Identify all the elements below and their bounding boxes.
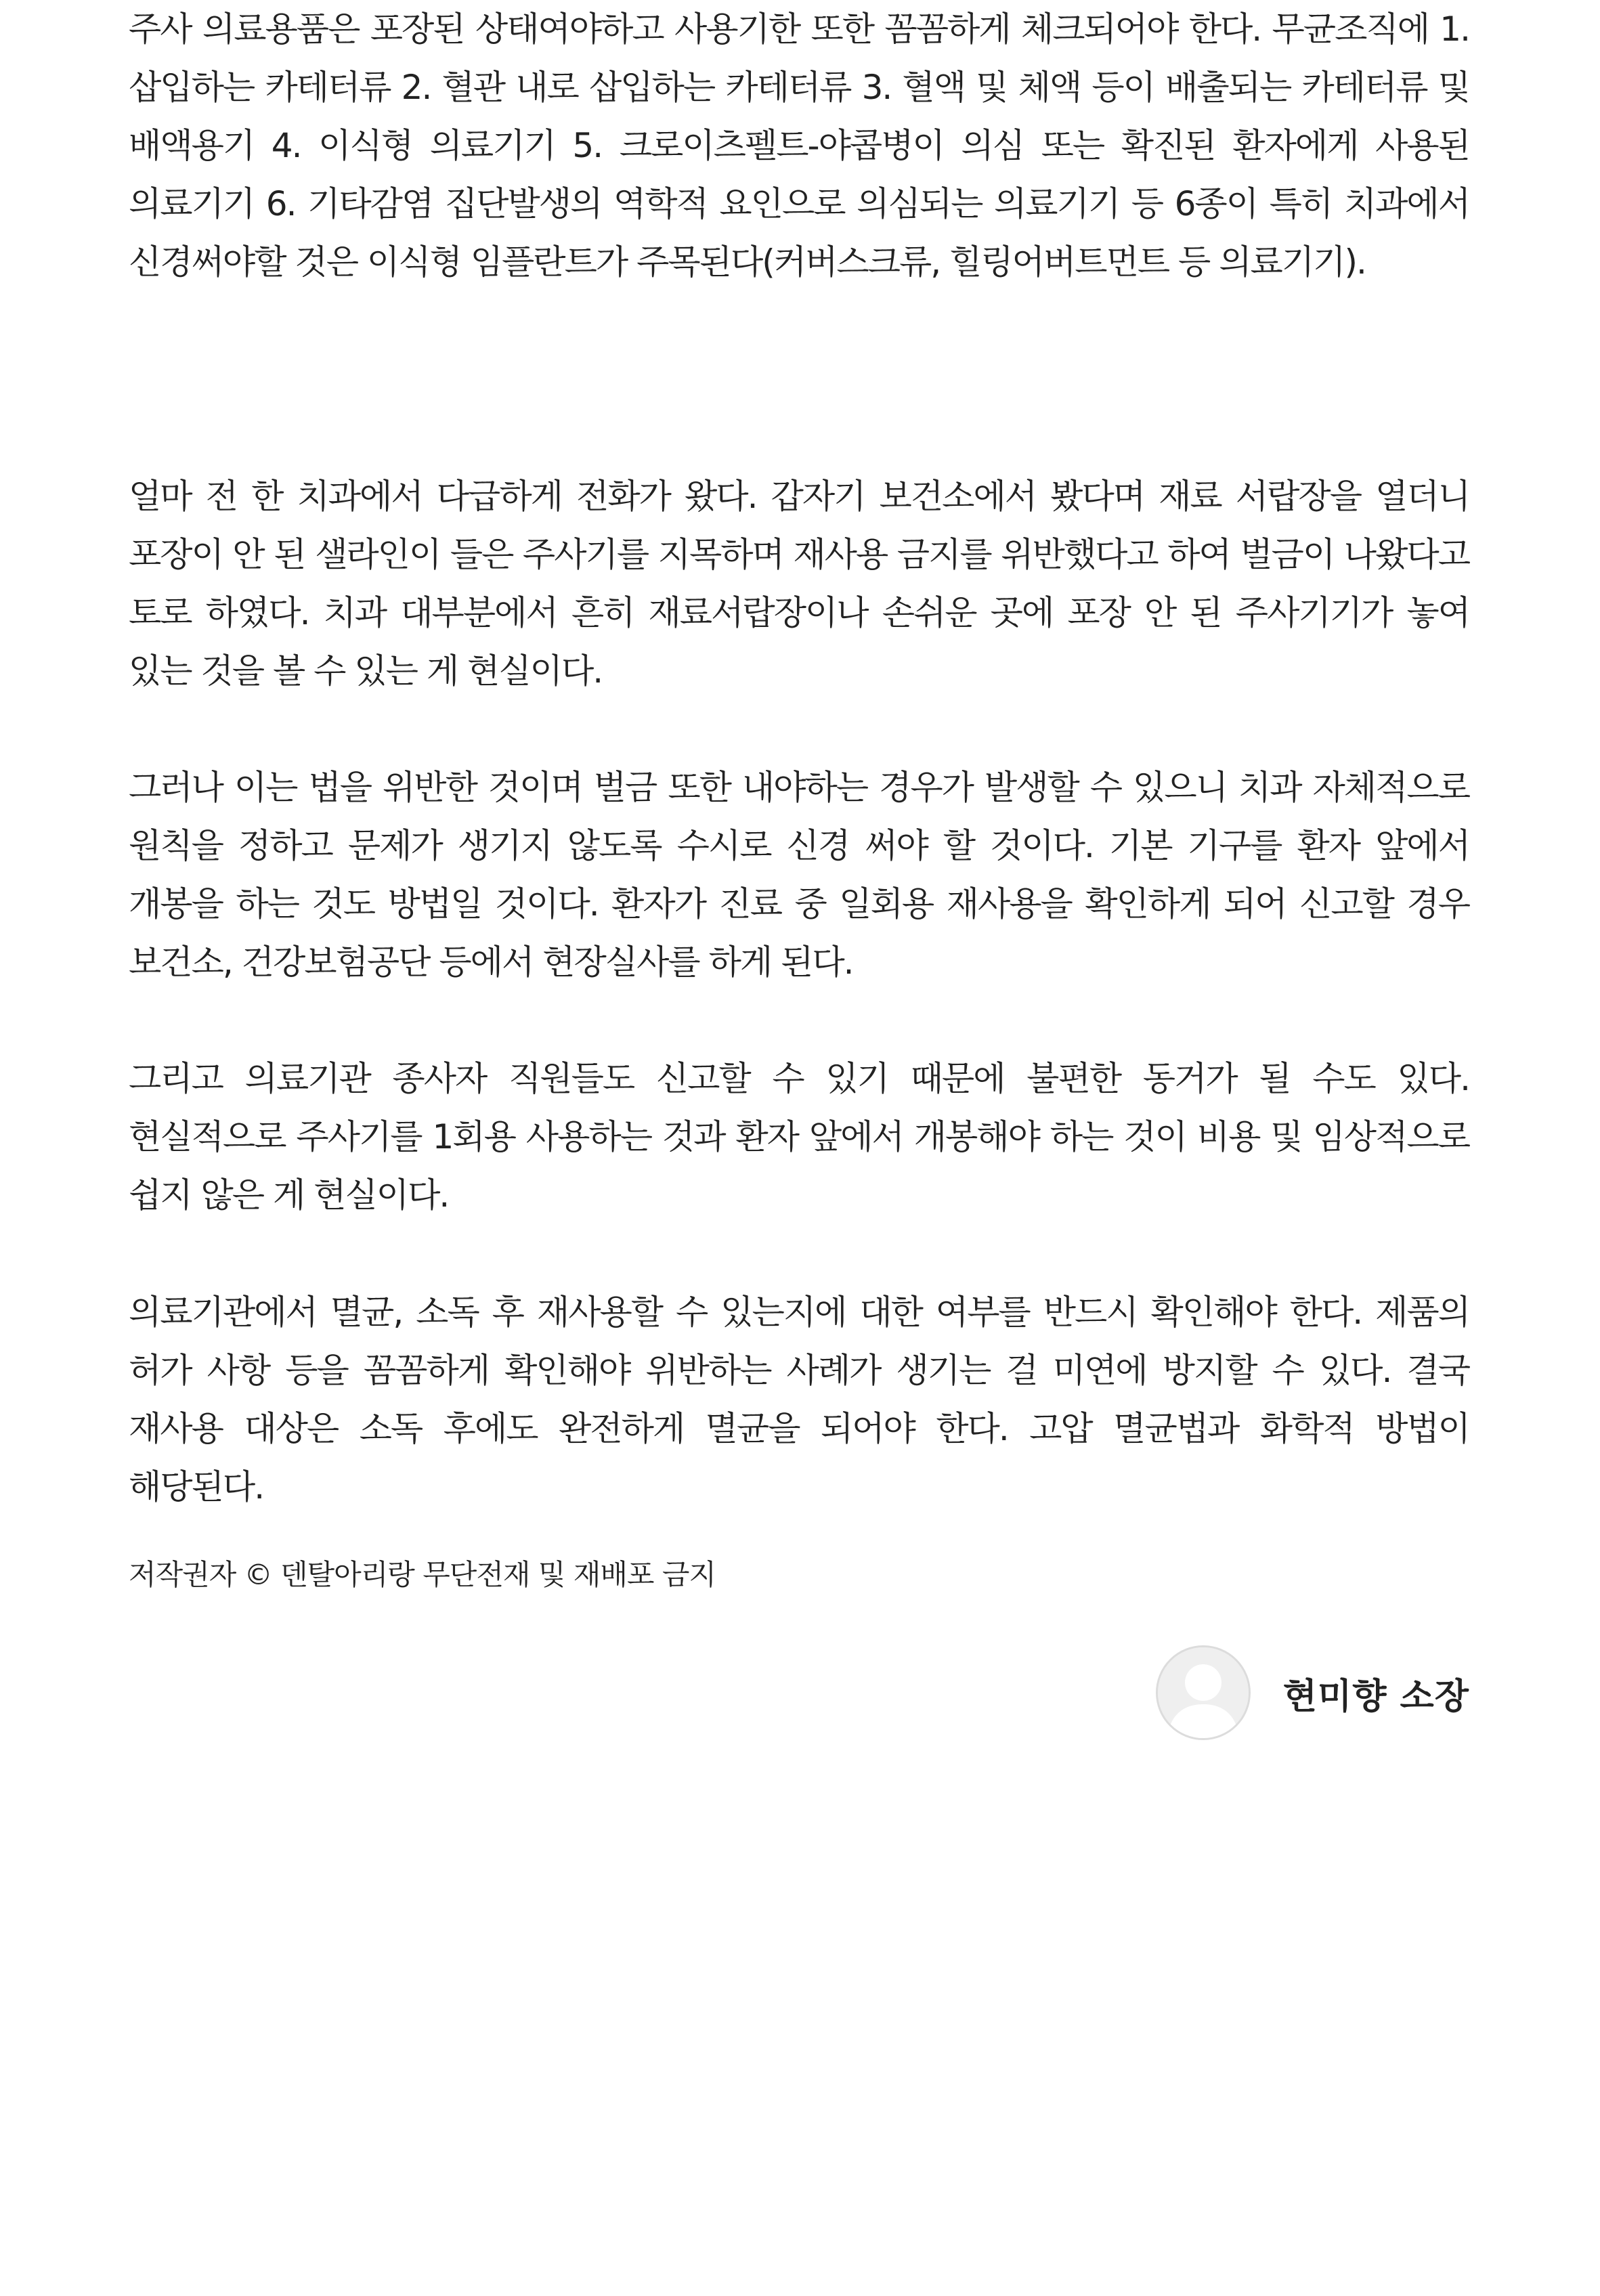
article-paragraph-5: 의료기관에서 멸균, 소독 후 재사용할 수 있는지에 대한 여부를 반드시 확인해야 한다. 제품의 허가 사항 등을 꼼꼼하게 확인해야 위반하는 사례가 생기는 걸 미연에 방지할 수 있다. 결국 재사용 대상은 소독 후에도 완전하게 멸균을 되어야 한다. 고압 멸균법과 화학적 방법이 해당된다. bbox=[129, 1293, 1469, 1507]
author-byline[interactable] bbox=[1156, 1645, 1469, 1740]
article-paragraph-3: 그러나 이는 법을 위반한 것이며 벌금 또한 내야하는 경우가 발생할 수 있으니 치과 자체적으로 원칙을 정하고 문제가 생기지 않도록 수시로 신경 써야 할 것이다. 기본 기구를 환자 앞에서 개봉을 하는 것도 방법일 것이다. 환자가 진료 중 일회용 재사용을 확인하게 되어 신고할 경우 보건소, 건강보험공단 등에서 현장실사를 하게 된다. bbox=[129, 768, 1469, 982]
default-user-avatar-icon[interactable] bbox=[1156, 1645, 1251, 1740]
person-silhouette-icon bbox=[1158, 1647, 1249, 1738]
copyright-notice: 저작권자 © 덴탈아리랑 무단전재 및 재배포 금지 bbox=[129, 1558, 716, 1591]
author-name[interactable]: 현미향 소장 bbox=[1282, 1676, 1469, 1717]
article-paragraph-1: 주사 의료용품은 포장된 상태여야하고 사용기한 또한 꼼꼼하게 체크되어야 한다. 무균조직에 1. 삽입하는 카테터류 2. 혈관 내로 삽입하는 카테터류 3. 혈액 및 체액 등이 배출되는 카테터류 및 배액용기 4. 이식형 의료기기 5. 크로이츠펠트-야콥병이 의심 또는 확진된 환자에게 사용된 의료기기 6. 기타감염 집단발생의 역학적 요인으로 의심되는 의료기기 등 6종이 특히 치과에서 신경써야할 것은 이식형 임플란트가 주목된다(커버스크류, 힐링어버트먼트 등 의료기기). bbox=[129, 9, 1469, 282]
article-paragraph-2: 얼마 전 한 치과에서 다급하게 전화가 왔다. 갑자기 보건소에서 봤다며 재료 서랍장을 열더니 포장이 안 된 샐라인이 들은 주사기를 지목하며 재사용 금지를 위반했다고 하여 벌금이 나왔다고 토로 하였다. 치과 대부분에서 흔히 재료서랍장이나 손쉬운 곳에 포장 안 된 주사기기가 놓여 있는 것을 볼 수 있는 게 현실이다. bbox=[129, 477, 1469, 691]
article-paragraph-4: 그리고 의료기관 종사자 직원들도 신고할 수 있기 때문에 불편한 동거가 될 수도 있다. 현실적으로 주사기를 1회용 사용하는 것과 환자 앞에서 개봉해야 하는 것이 비용 및 임상적으로 쉽지 않은 게 현실이다. bbox=[129, 1059, 1469, 1215]
